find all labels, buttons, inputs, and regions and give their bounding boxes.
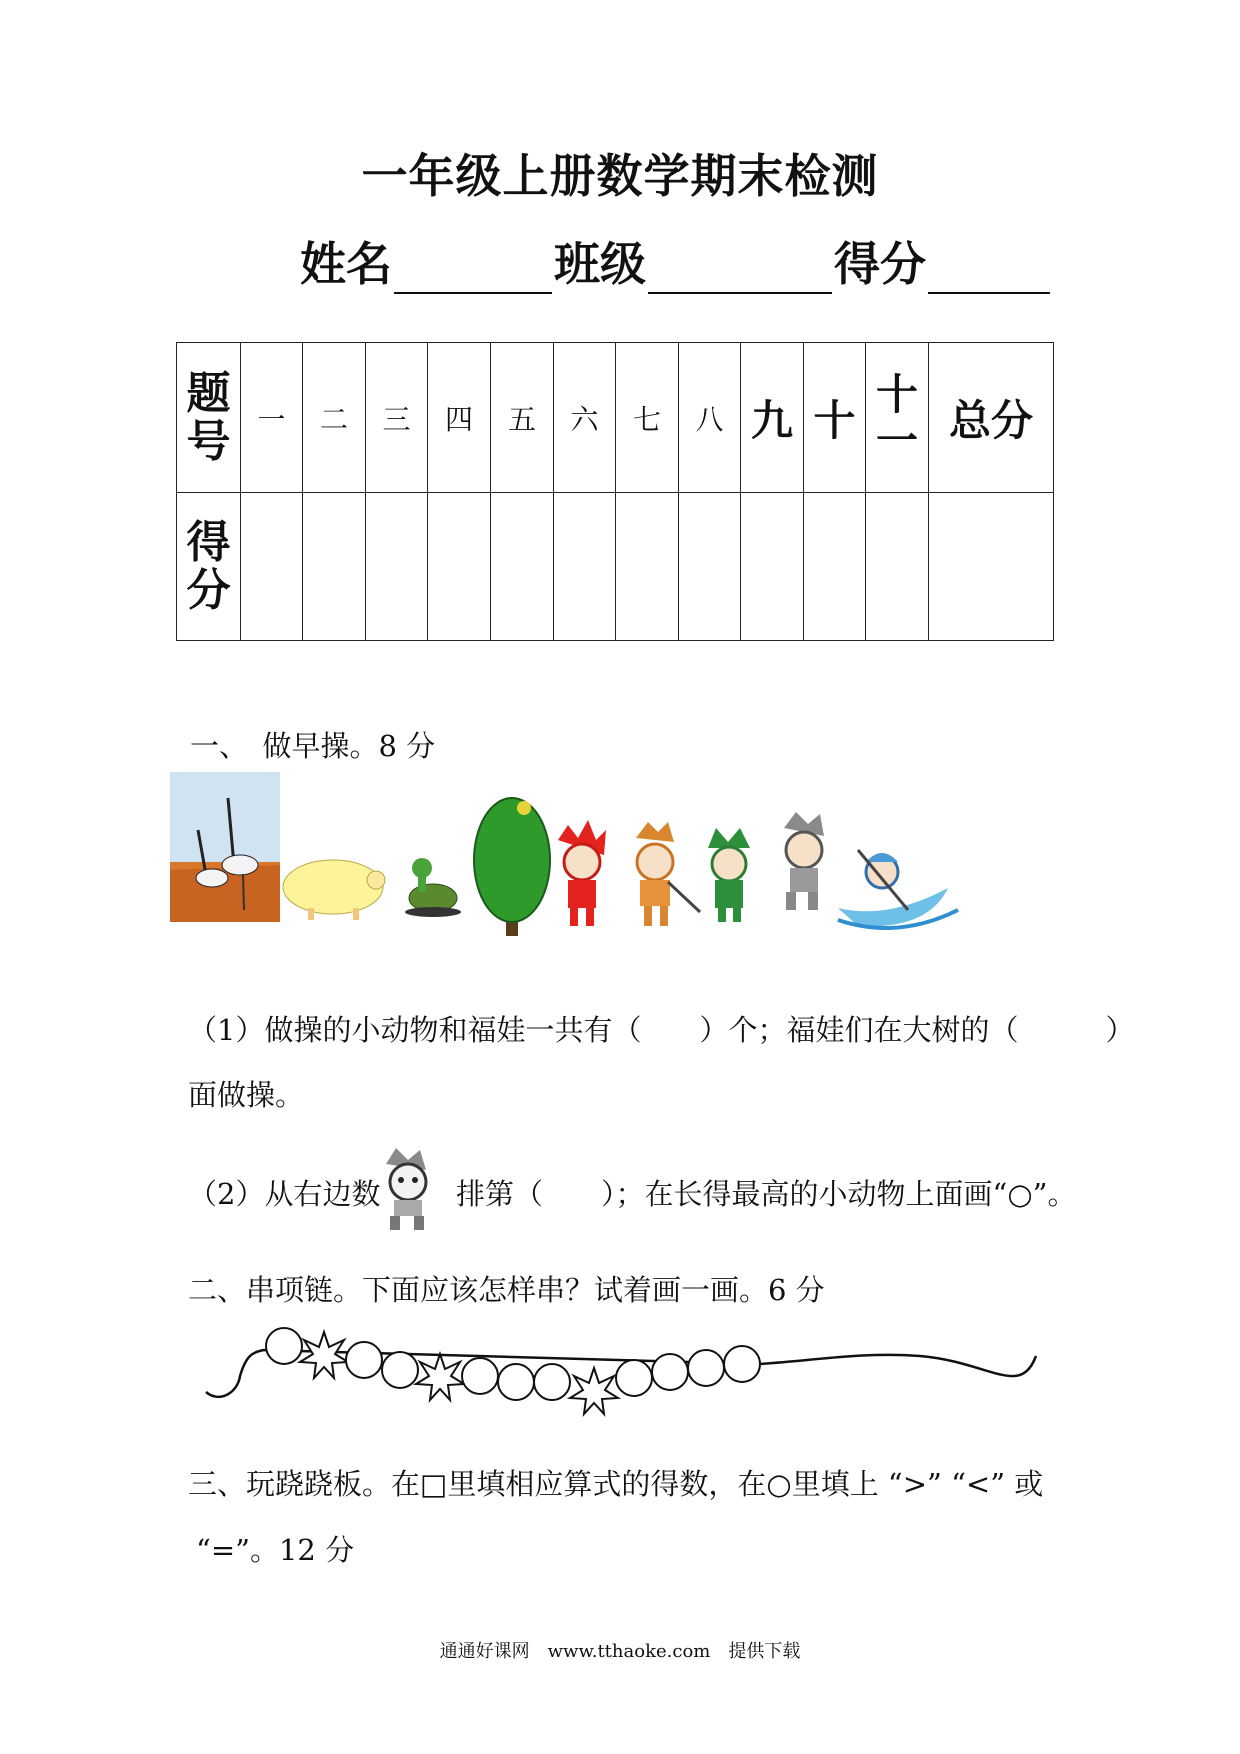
question-col: 六 — [554, 343, 616, 493]
q3-line1: 三、玩跷跷板。在□里填相应算式的得数，在○里填上 “>” “<” 或 — [188, 1467, 1044, 1501]
bead-circle — [616, 1360, 652, 1396]
question-col: 八 — [679, 343, 741, 493]
score-cell[interactable] — [554, 493, 616, 641]
footer-credit: 通通好课网 www.tthaoke.com 提供下载 — [439, 1641, 801, 1662]
name-label: 姓名 — [300, 237, 392, 291]
q1-heading: 一、 做早操。8 分 — [190, 729, 436, 763]
score-cell[interactable] — [491, 493, 554, 641]
bead-circle — [382, 1352, 418, 1388]
score-cell[interactable] — [866, 493, 929, 641]
bead-circle — [346, 1342, 382, 1378]
bead-star — [416, 1354, 464, 1400]
turtle-icon — [405, 858, 461, 917]
header-char: 号 — [186, 415, 231, 467]
score-table — [176, 342, 1054, 641]
bead-circle — [724, 1346, 760, 1382]
score-cell[interactable] — [679, 493, 741, 641]
q1-line2: 面做操。 — [188, 1078, 305, 1112]
bead-circle — [498, 1364, 534, 1400]
tree-icon — [474, 798, 550, 936]
page-title: 一年级上册数学期末检测 — [361, 149, 879, 203]
score-label: 得分 — [834, 237, 926, 291]
score-blank[interactable] — [928, 248, 1050, 294]
header-char: 分 — [186, 564, 231, 616]
score-row-header — [177, 493, 241, 641]
question-col: 四 — [428, 343, 491, 493]
name-blank[interactable] — [394, 248, 552, 294]
score-cell[interactable] — [366, 493, 428, 641]
question-col: 二 — [303, 343, 366, 493]
question-col: 十 — [804, 343, 866, 493]
q1-line3a: （2）从右边数 — [188, 1177, 381, 1211]
fuwa-yingying-2 — [784, 812, 824, 910]
question-col: 九 — [741, 343, 804, 493]
bead-circle — [534, 1364, 570, 1400]
question-col: 五 — [491, 343, 554, 493]
bead-star — [300, 1332, 348, 1378]
fuwa-huanhuan — [558, 820, 606, 926]
header-char: 题 — [186, 367, 231, 419]
score-cell[interactable] — [303, 493, 366, 641]
fuwa-yingying — [636, 822, 700, 926]
fuwa-nini — [708, 828, 750, 922]
score-cell[interactable] — [241, 493, 303, 641]
fuwa-reference-icon — [372, 1142, 446, 1232]
score-cell[interactable] — [428, 493, 491, 641]
q1-illustration — [168, 770, 1068, 950]
total-col: 总分 — [929, 343, 1054, 493]
bead-circle — [462, 1358, 498, 1394]
class-blank[interactable] — [648, 248, 832, 294]
total-score-cell[interactable] — [929, 493, 1054, 641]
class-label: 班级 — [554, 237, 646, 291]
score-cell[interactable] — [616, 493, 679, 641]
q1-line3b: 排第（ ）；在长得最高的小动物上面画“○”。 — [456, 1177, 1077, 1211]
question-col: 一 — [241, 343, 303, 493]
question-col: 七 — [616, 343, 679, 493]
score-cell[interactable] — [741, 493, 804, 641]
bead-circle — [266, 1328, 302, 1364]
question-col: 三 — [366, 343, 428, 493]
fuwa-beibei — [838, 850, 958, 928]
necklace-figure — [200, 1316, 1040, 1436]
header-char: 得 — [186, 516, 231, 568]
pig-icon — [283, 860, 385, 920]
question-col: 十一 — [866, 343, 929, 493]
question-number-header — [177, 343, 241, 493]
q2-heading: 二、串项链。下面应该怎样串？试着画一画。6 分 — [188, 1273, 825, 1307]
bead-circle — [688, 1350, 724, 1386]
bead-circle — [652, 1354, 688, 1390]
bead-star — [570, 1368, 618, 1414]
student-info-line — [300, 228, 1052, 294]
score-cell[interactable] — [804, 493, 866, 641]
q3-line2: “=”。12 分 — [196, 1533, 355, 1567]
crane-photo — [170, 772, 280, 922]
q1-line1: （1）做操的小动物和福娃一共有（ ）个；福娃们在大树的（ ） — [188, 1013, 1135, 1047]
